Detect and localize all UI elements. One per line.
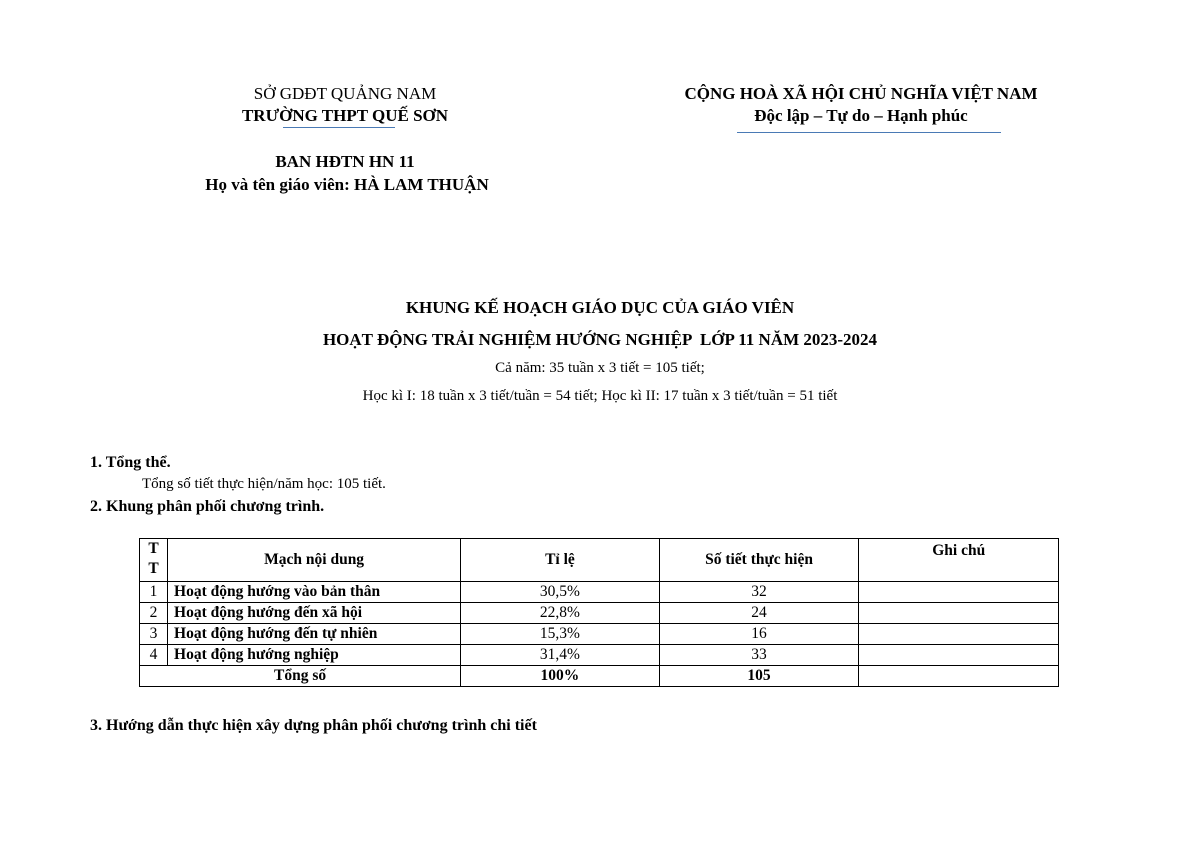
plan-subtitle: HOẠT ĐỘNG TRẢI NGHIỆM HƯỚNG NGHIỆP LỚP 11 NĂM 2023-2024 [322, 330, 878, 349]
national-motto: Độc lập – Tự do – Hạnh phúc [754, 106, 968, 125]
table-row [140, 603, 1059, 624]
row-content: Hoạt động hướng đến tự nhiên [168, 624, 461, 645]
row-note [859, 645, 1059, 666]
header-tt-line2: T [148, 560, 159, 577]
country-name: CỘNG HOÀ XÃ HỘI CHỦ NGHĨA VIỆT NAM [684, 84, 1038, 103]
row-content: Hoạt động hướng vào bản thân [168, 582, 461, 603]
board-name: BAN HĐTN HN 11 [275, 152, 415, 171]
row-tt: 1 [140, 582, 168, 603]
teacher-name: Họ và tên giáo viên: HÀ LAM THUẬN [205, 175, 489, 194]
row-rate: 30,5% [461, 582, 659, 603]
total-rate: 100% [461, 666, 659, 687]
row-tt: 4 [140, 645, 168, 666]
row-rate: 31,4% [461, 645, 659, 666]
row-periods: 16 [659, 624, 859, 645]
motto-underline [737, 132, 1001, 133]
table-row [140, 624, 1059, 645]
distribution-table [139, 538, 1059, 687]
row-periods: 32 [659, 582, 859, 603]
header-note: Ghi chú [859, 539, 1059, 582]
plan-title: KHUNG KẾ HOẠCH GIÁO DỤC CỦA GIÁO VIÊN [405, 298, 795, 317]
row-rate: 22,8% [461, 603, 659, 624]
section-guide-heading: 3. Hướng dẫn thực hiện xây dựng phân phối chương trình chi tiết [90, 717, 537, 734]
header-content: Mạch nội dung [168, 539, 461, 582]
row-tt: 2 [140, 603, 168, 624]
table-row [140, 645, 1059, 666]
row-periods: 33 [659, 645, 859, 666]
header-tt [140, 539, 168, 582]
total-note [859, 666, 1059, 687]
row-tt: 3 [140, 624, 168, 645]
row-rate: 15,3% [461, 624, 659, 645]
header-periods: Số tiết thực hiện [659, 539, 859, 582]
section-overview-heading: 1. Tổng thể. [90, 454, 171, 471]
row-note [859, 582, 1059, 603]
year-summary: Cả năm: 35 tuần x 3 tiết = 105 tiết; [495, 360, 705, 376]
header-rate: Tỉ lệ [461, 539, 659, 582]
section-framework-heading: 2. Khung phân phối chương trình. [90, 498, 325, 515]
table-row [140, 582, 1059, 603]
table-total-row [140, 666, 1059, 687]
row-note [859, 603, 1059, 624]
row-content: Hoạt động hướng đến xã hội [168, 603, 461, 624]
school-underline [283, 127, 395, 128]
total-label: Tổng số [140, 666, 461, 687]
department-name: SỞ GDĐT QUẢNG NAM [253, 84, 437, 103]
school-name: TRƯỜNG THPT QUẾ SƠN [241, 106, 449, 125]
section-overview-detail: Tổng số tiết thực hiện/năm học: 105 tiết. [142, 476, 386, 492]
header-tt-line1: T [148, 540, 159, 557]
row-periods: 24 [659, 603, 859, 624]
row-note [859, 624, 1059, 645]
table-header-row [140, 539, 1059, 582]
semester-summary: Học kì I: 18 tuần x 3 tiết/tuần = 54 tiết; Học kì II: 17 tuần x 3 tiết/tuần = 51 tiết [362, 388, 838, 404]
row-content: Hoạt động hướng nghiệp [168, 645, 461, 666]
total-periods: 105 [659, 666, 859, 687]
